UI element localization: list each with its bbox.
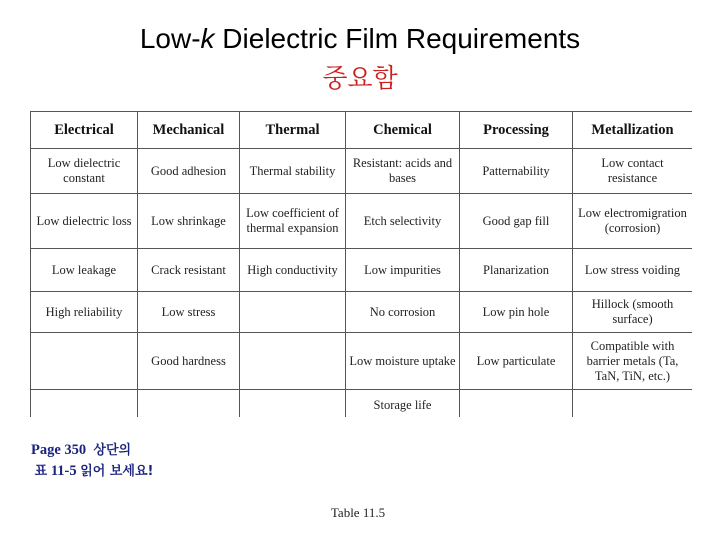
table-row — [31, 194, 693, 249]
table-cell: Resistant: acids and bases — [346, 149, 460, 194]
note-table-number: 11-5 — [50, 463, 77, 479]
note-korean-2: 읽어 보세요! — [80, 464, 154, 479]
reading-note — [31, 440, 153, 482]
header-metallization: Metallization — [573, 112, 693, 149]
table-cell: Low shrinkage — [138, 194, 240, 249]
table-cell: Planarization — [460, 249, 573, 292]
table-cell: Good hardness — [138, 333, 240, 390]
table-header-row — [31, 112, 693, 149]
note-line-2 — [31, 461, 153, 482]
requirements-table-container — [30, 111, 692, 417]
table-cell — [138, 390, 240, 418]
table-row — [31, 333, 693, 390]
table-cell: Good adhesion — [138, 149, 240, 194]
header-thermal: Thermal — [240, 112, 346, 149]
table-row — [31, 149, 693, 194]
header-electrical: Electrical — [31, 112, 138, 149]
table-caption: Table 11.5 — [330, 505, 386, 520]
table-cell: Etch selectivity — [346, 194, 460, 249]
table-cell: Low stress voiding — [573, 249, 693, 292]
note-line-1 — [31, 440, 153, 461]
table-cell — [573, 390, 693, 418]
title-italic-k: k — [200, 23, 215, 54]
header-processing: Processing — [460, 112, 573, 149]
table-cell: Thermal stability — [240, 149, 346, 194]
table-cell: Storage life — [346, 390, 460, 418]
table-cell: Crack resistant — [138, 249, 240, 292]
table-row — [31, 249, 693, 292]
note-page-ref: Page 350 — [31, 442, 87, 458]
table-row — [31, 292, 693, 333]
title-prefix: Low- — [139, 23, 201, 54]
table-cell: Low dielectric loss — [31, 194, 138, 249]
slide-subtitle: 중요함 — [322, 64, 398, 94]
table-cell: Good gap fill — [460, 194, 573, 249]
table-cell — [240, 390, 346, 418]
header-chemical: Chemical — [346, 112, 460, 149]
table-cell: Low coefficient of thermal expansion — [240, 194, 346, 249]
table-cell: Low stress — [138, 292, 240, 333]
table-cell: Hillock (smooth surface) — [573, 292, 693, 333]
table-cell — [31, 333, 138, 390]
table-cell — [31, 390, 138, 418]
table-cell: Low contact resistance — [573, 149, 693, 194]
table-cell: Low impurities — [346, 249, 460, 292]
table-cell — [240, 292, 346, 333]
note-korean-1: 상단의 — [93, 443, 132, 458]
table-cell: Low leakage — [31, 249, 138, 292]
table-cell: Low pin hole — [460, 292, 573, 333]
table-cell: Compatible with barrier metals (Ta, TaN, TiN, etc.) — [573, 333, 693, 390]
header-mechanical: Mechanical — [138, 112, 240, 149]
table-cell: Low electromigration (corrosion) — [573, 194, 693, 249]
table-cell: High conductivity — [240, 249, 346, 292]
slide-title — [0, 22, 720, 56]
table-cell — [240, 333, 346, 390]
table-cell: High reliability — [31, 292, 138, 333]
table-cell: No corrosion — [346, 292, 460, 333]
requirements-table — [30, 111, 692, 417]
table-cell: Patternability — [460, 149, 573, 194]
table-row — [31, 390, 693, 418]
table-cell: Low dielectric constant — [31, 149, 138, 194]
title-suffix: Dielectric Film Requirements — [214, 23, 581, 54]
table-cell — [460, 390, 573, 418]
table-cell: Low particulate — [460, 333, 573, 390]
table-cell: Low moisture uptake — [346, 333, 460, 390]
note-korean-table: 표 — [34, 464, 48, 479]
